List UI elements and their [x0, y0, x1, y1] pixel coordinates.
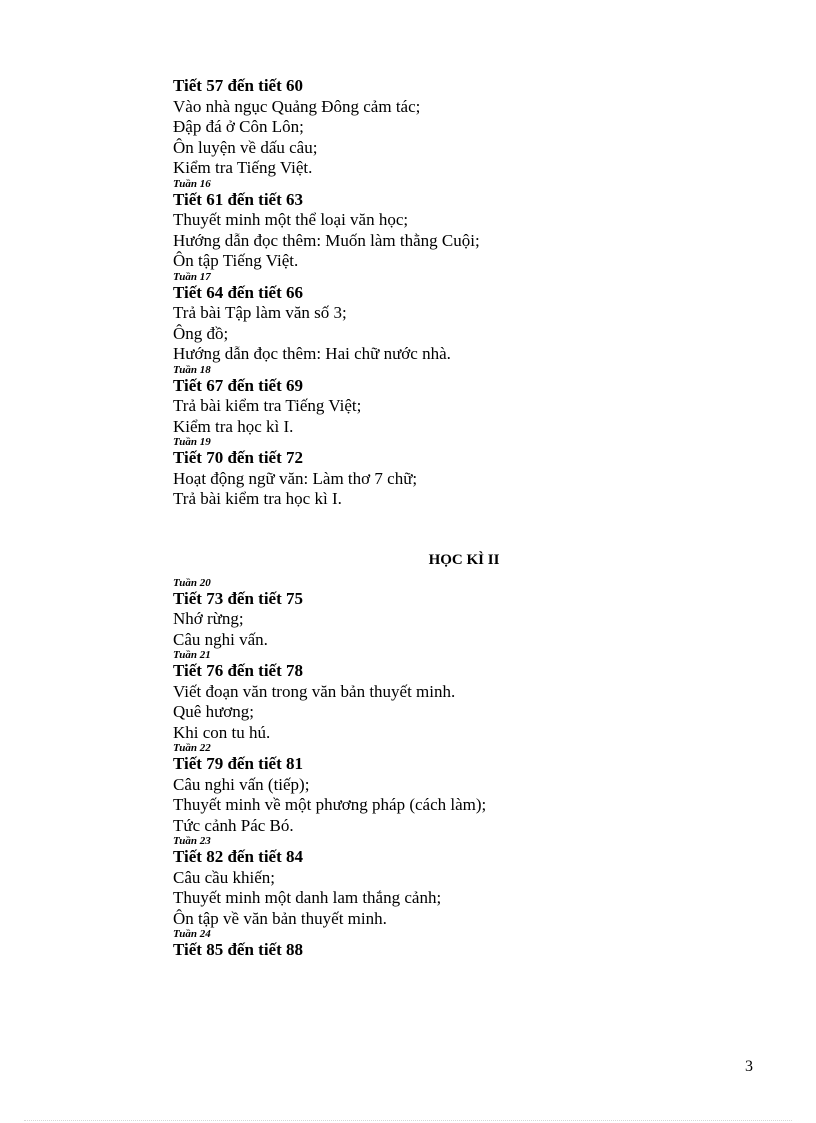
lesson-range-heading: Tiết 67 đến tiết 69	[173, 375, 304, 395]
lesson-item: Hướng dẫn đọc thêm: Hai chữ nước nhà.	[173, 344, 451, 363]
page-number: 3	[745, 1058, 753, 1075]
lesson-item: Viết đoạn văn trong văn bản thuyết minh.	[173, 681, 456, 701]
week-label: Tuần 16	[173, 177, 211, 190]
lesson-item: Đập đá ở Côn Lôn;	[173, 117, 304, 136]
lesson-range-heading: Tiết 64 đến tiết 66	[173, 282, 304, 302]
lesson-range-heading: Tiết 61 đến tiết 63	[173, 189, 304, 209]
lesson-range-heading: Tiết 82 đến tiết 84	[173, 847, 304, 866]
week-label: Tuần 24	[173, 928, 211, 940]
lesson-range-heading: Tiết 57 đến tiết 60	[173, 76, 304, 95]
semester-one-schedule	[173, 76, 733, 510]
week-label: Tuần 20	[173, 576, 211, 589]
lesson-item: Kiểm tra Tiếng Việt.	[173, 158, 313, 177]
week-label: Tuần 22	[173, 742, 211, 754]
lesson-item: Thuyết minh một thể loại văn học;	[173, 210, 409, 229]
footer-divider	[24, 1120, 792, 1121]
lesson-item: Câu nghi vấn (tiếp);	[173, 774, 310, 794]
lesson-range-heading: Tiết 73 đến tiết 75	[173, 588, 304, 608]
lesson-item: Thuyết minh về một phương pháp (cách làm);	[173, 795, 487, 814]
week-label: Tuần 23	[173, 835, 211, 847]
lesson-item: Kiểm tra học kì I.	[173, 416, 294, 436]
lesson-range-heading: Tiết 70 đến tiết 72	[173, 448, 304, 467]
week-label: Tuần 18	[173, 363, 211, 376]
week-label: Tuần 17	[173, 270, 211, 283]
semester-two-schedule	[173, 577, 733, 961]
lesson-item: Tức cảnh Pác Bó.	[173, 815, 294, 835]
lesson-item: Ôn luyện về dấu câu;	[173, 137, 318, 157]
week-label: Tuần 19	[173, 436, 211, 448]
semester-heading: HỌC KÌ II	[428, 551, 500, 568]
lesson-item: Ông đồ;	[173, 323, 229, 343]
lesson-item: Trả bài Tập làm văn số 3;	[173, 303, 347, 322]
lesson-item: Vào nhà ngục Quảng Đông cảm tác;	[173, 96, 421, 116]
lesson-item: Trả bài kiểm tra Tiếng Việt;	[173, 396, 362, 415]
lesson-item: Nhớ rừng;	[173, 609, 244, 628]
page-content	[173, 76, 733, 961]
lesson-item: Thuyết minh một danh lam thắng cảnh;	[173, 888, 442, 907]
lesson-item: Câu cầu khiến;	[173, 867, 275, 887]
lesson-range-heading: Tiết 85 đến tiết 88	[173, 940, 304, 959]
lesson-item: Quê hương;	[173, 702, 254, 721]
lesson-range-heading: Tiết 79 đến tiết 81	[173, 754, 304, 773]
lesson-item: Ôn tập về văn bản thuyết minh.	[173, 908, 387, 928]
lesson-item: Khi con tu hú.	[173, 722, 271, 742]
lesson-item: Câu nghi vấn.	[173, 629, 268, 649]
week-label: Tuần 21	[173, 649, 211, 661]
lesson-item: Ôn tập Tiếng Việt.	[173, 251, 299, 270]
lesson-item: Hoạt động ngữ văn: Làm thơ 7 chữ;	[173, 468, 418, 488]
lesson-range-heading: Tiết 76 đến tiết 78	[173, 661, 304, 680]
lesson-item: Trả bài kiểm tra học kì I.	[173, 489, 342, 508]
lesson-item: Hướng dẫn đọc thêm: Muốn làm thằng Cuội;	[173, 230, 480, 250]
